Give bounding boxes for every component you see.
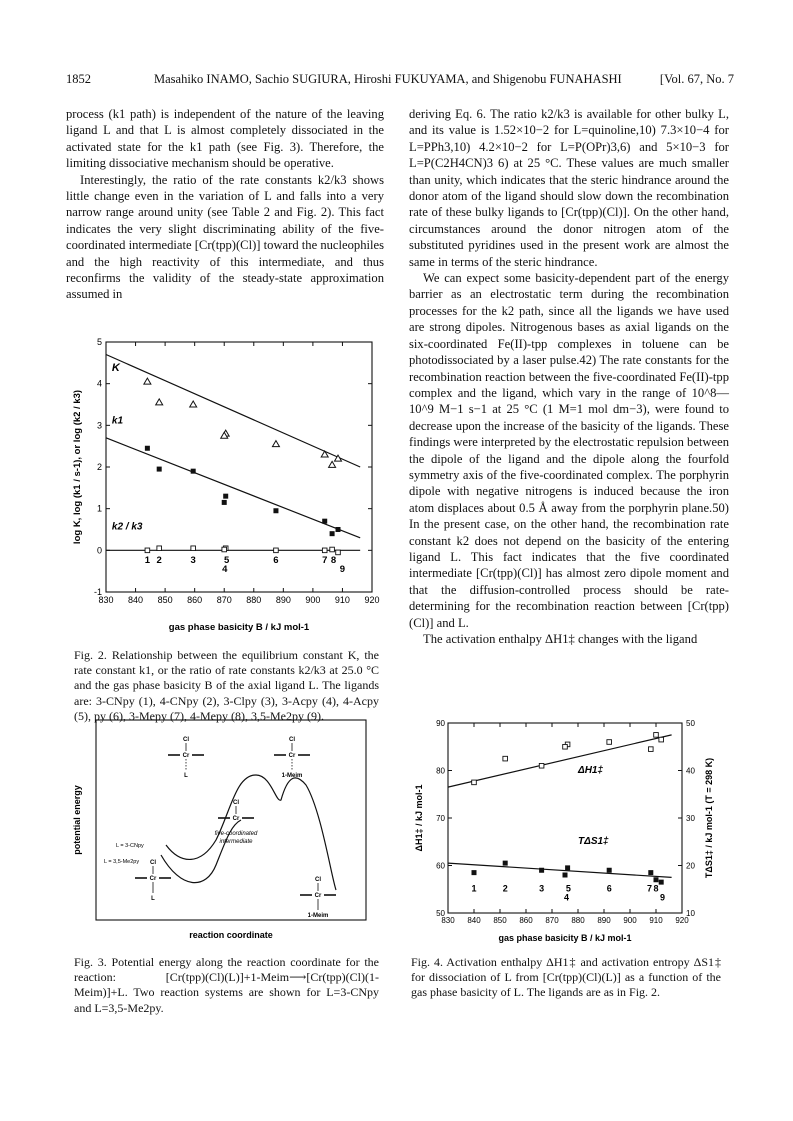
series-label-K: K [111, 362, 120, 375]
data-point-triangle [190, 401, 197, 407]
reactant-metal-label: Cr [149, 876, 157, 882]
data-point-filled-square [539, 868, 544, 873]
ligand-number-label: 4 [564, 892, 570, 903]
plot-frame [96, 720, 366, 920]
y-axis-label-left: ΔH1‡ / kJ mol-1 [414, 784, 424, 852]
data-point-filled-square [222, 500, 227, 505]
intermediate-label-line2: intermediate [219, 839, 253, 845]
y-axis-label: log K, log (k1 / s-1), or log (k2 / k3) [72, 389, 83, 545]
x-tick-label: 890 [597, 916, 611, 925]
series-label-tds: TΔS1‡ [578, 836, 609, 848]
ligand-number-label: 6 [606, 883, 612, 894]
product-top-label: Cl [315, 877, 321, 883]
x-tick-label: 910 [649, 916, 663, 925]
fit-line [448, 735, 672, 787]
data-point-filled-square [330, 531, 335, 536]
ligand-number-label: 2 [156, 554, 162, 566]
data-point-triangle [156, 399, 163, 405]
figure-3 [66, 715, 386, 950]
x-tick-label: 920 [364, 595, 380, 605]
y-tick-label: 5 [96, 337, 102, 347]
ligand-number-label: 7 [646, 883, 653, 894]
journal-volume: [Vol. 67, No. 7 [659, 72, 734, 86]
data-point-filled-square [648, 870, 653, 875]
x-tick-label: 860 [519, 916, 533, 925]
data-point-filled-square [273, 508, 278, 513]
ligand-number-label: 1 [144, 554, 151, 566]
ts2-metal-label: Cr [288, 753, 296, 759]
y-tick-label-left: 60 [436, 861, 445, 871]
y-tick-label-right: 50 [686, 719, 695, 728]
x-tick-label: 860 [187, 595, 203, 605]
x-tick-label: 840 [467, 916, 481, 925]
paragraph: The activation enthalpy ΔH1‡ changes with the ligand [423, 632, 698, 646]
y-tick-label-left: 90 [436, 719, 445, 728]
product-axial-label: 1-Meim [307, 913, 329, 919]
data-point-open-square [336, 550, 341, 555]
figure-2-caption [74, 648, 379, 724]
y-axis-label-right: TΔS1‡ / kJ mol-1 (T = 298 K) [704, 757, 714, 879]
data-point-filled-square [145, 446, 150, 451]
paragraph: process (k1 path) is independent of the nature of the leaving ligand L and that L is almost completely dissociated in the activated state for the k1 path (see Fig. 3). Therefore, the limiting dissociative mechanism should be operative. [66, 107, 384, 171]
x-tick-label: 900 [305, 595, 321, 605]
ligand-number-label: 3 [190, 554, 196, 566]
data-point-open-square [145, 548, 150, 553]
data-point-filled-square [472, 870, 477, 875]
figure-4-caption [411, 955, 721, 1001]
data-point-filled-square [607, 868, 612, 873]
data-point-filled-square [191, 469, 196, 474]
series-label-k1: k1 [111, 415, 124, 427]
right-column-text [409, 106, 729, 647]
data-point-open-square [330, 547, 335, 552]
data-point-open-square [563, 744, 568, 749]
caption-text: Fig. 2. Relationship between the equilibrium constant K, the rate constant k1, or the ratio of rate constants k2/k3 at 25.0 °C and the gas phase basicity B of the axial ligand L. The ligands are: 3-CNpy (1), 4-CNpy (2), 3-Clpy (3), 3-Acpy (4), 4-Acpy (5), py (6), 3-Mepy (7), 4-Mepy (8), 3,5-Me2py (9). [74, 648, 379, 723]
ts2-axial-label: 1-Meim [281, 773, 303, 779]
intermediate-label-line1: five-coordinated [214, 831, 258, 837]
author-line: Masahiko INAMO, Sachio SUGIURA, Hiroshi FUKUYAMA, and Shigenobu FUNAHASHI [154, 72, 622, 86]
ligand-number-label: 5 [223, 554, 230, 566]
data-point-open-square [191, 546, 196, 551]
left-column-text [66, 106, 384, 303]
y-tick-label: -1 [93, 587, 102, 597]
data-point-filled-square [322, 519, 327, 524]
y-tick-label-left: 70 [436, 814, 445, 823]
ligand-number-label: 3 [539, 883, 545, 894]
paragraph: deriving Eq. 6. The ratio k2/k3 is available for other bulky L, and its value is 1.52×10−2 for L=quinoline,10) 7.3×10−4 for L=PPh3,10) 4.2×10−2 for L=P(OPr)3,6) and 5×10−3 for L=P(C2H4CN)3 6) at 25 °C. These values are much smaller than unity, which indicates that the steric hindrance around the donor atom of the ligand should slow down the recombination rate of these bulky ligands to [Cr(tpp)(Cl)]. On the other hand, circumstances around the donor nitrogen atom of the substituted pyridines used in the present work are almost the same in terms of the steric hindrance. [409, 107, 729, 269]
caption-text: Fig. 3. Potential energy along the reaction coordinate for the reaction: [Cr(tpp)(Cl)(L)]+1-Meim⟶[Cr(tpp)(Cl)(1-Meim)]+L. Two reaction systems are shown for L=3-CNpy and L=3,5-Me2py. [74, 955, 379, 1015]
x-axis-label: reaction coordinate [189, 930, 273, 940]
reactant-axial-label: L [151, 896, 155, 902]
paragraph: We can expect some basicity-dependent part of the energy barrier as an electrostatic term during the recombination processes for the k2 path, since all the ligands we have used are strong dipoles. Nitrogenous bases as axial ligands on the six-coordinated Fe(II)-tpp complexes in toluene can be photodissociated by a laser pulse.42) The rate constants for the recombination reaction between the five-coordinated Fe(II)-tpp complex and the ligand, which vary in the range of 10^8—10^9 M−1 s−1 at 25 °C (1 M=1 mol dm−3), were found to decrease upon the increase of the basicity of the ligands. These findings were interpreted by the electrostatic repulsion between the dipole of the ligand and the dipole along the fourfold symmetry axis of the five-coordinated complex. The porphyrin dipole with negative nitrogens is induced because the iron atom displaces about 0.5 Å away from the porphyrin plane.50) In the present case, on the other hand, the recombination rate constant k2 does not depend on the basicity of the entering ligand L. This fact indicates that the five coordinated intermediate [Cr(tpp)(Cl)] has almost zero dipole moment and that the diffusion-controlled process should be rate-determining for the recombination reaction between [Cr(tpp)(Cl)] and L. [409, 271, 729, 630]
data-point-open-square [222, 547, 227, 552]
data-point-filled-square [157, 467, 162, 472]
data-point-filled-square [563, 873, 568, 878]
ts1-metal-label: Cr [182, 753, 190, 759]
data-point-open-square [157, 546, 162, 551]
x-tick-label: 850 [493, 916, 507, 925]
label-35-me2py: L = 3,5-Me2py [104, 859, 140, 865]
y-axis-label: potential energy [72, 785, 82, 855]
paragraph: Interestingly, the ratio of the rate constants k2/k3 shows little change even in the variation of L and falls into a very narrow range around unity (see Table 2 and Fig. 2). This fact indicates the very slight discriminating ability of the five-coordinated intermediate [Cr(tpp)(Cl)] toward the nucleophiles and the high reactivity of this intermediate, and thus reconfirms the validity of the steady-state approximation assumed in [66, 172, 384, 302]
x-tick-label: 910 [334, 595, 350, 605]
y-tick-label-right: 30 [686, 814, 695, 823]
data-point-filled-square [223, 494, 228, 499]
fit-line [106, 438, 360, 538]
x-tick-label: 880 [246, 595, 262, 605]
ligand-number-label: 4 [222, 564, 228, 575]
ligand-number-label: 7 [322, 554, 328, 566]
intermediate-metal-label: Cr [232, 816, 240, 822]
data-point-filled-square [336, 527, 341, 532]
data-point-open-square [472, 780, 477, 785]
x-tick-label: 900 [623, 916, 637, 925]
ligand-number-label: 9 [339, 564, 346, 575]
data-point-filled-square [659, 880, 664, 885]
data-point-open-square [539, 763, 544, 768]
data-point-filled-square [654, 877, 659, 882]
x-tick-label: 870 [545, 916, 559, 925]
figure-3-caption [74, 955, 379, 1016]
fig4-chart [400, 715, 730, 950]
y-tick-label: 1 [96, 503, 102, 514]
data-point-open-square [274, 548, 279, 553]
product-metal-label: Cr [314, 893, 322, 899]
ligand-number-label: 5 [565, 883, 571, 894]
ligand-number-label: 8 [330, 554, 337, 566]
potential-curve-lower [161, 820, 241, 883]
data-point-open-square [503, 756, 508, 761]
series-label-k2k3: k2 / k3 [111, 521, 143, 533]
x-tick-label: 920 [675, 916, 689, 925]
fig3-diagram [66, 715, 386, 950]
x-tick-label: 840 [128, 595, 144, 605]
x-tick-label: 880 [571, 916, 585, 925]
ligand-number-label: 6 [273, 554, 279, 566]
data-point-open-square [659, 737, 664, 742]
x-tick-label: 850 [157, 595, 173, 605]
fit-line [448, 863, 672, 877]
x-axis-label: gas phase basicity B / kJ mol-1 [168, 622, 310, 633]
data-point-triangle [272, 441, 279, 447]
figure-2 [66, 330, 386, 635]
data-point-triangle [329, 461, 336, 467]
data-point-filled-square [503, 861, 508, 866]
ligand-number-label: 1 [471, 883, 477, 894]
y-tick-label: 2 [96, 462, 102, 472]
ts2-top-label: Cl [289, 737, 295, 743]
data-point-open-square [607, 740, 612, 745]
x-tick-label: 870 [216, 595, 232, 605]
data-point-open-square [654, 733, 659, 738]
x-tick-label: 830 [98, 595, 114, 605]
x-tick-label: 890 [275, 595, 291, 605]
intermediate-top-label: Cl [233, 800, 239, 806]
data-point-open-square [322, 548, 327, 553]
caption-text: Fig. 4. Activation enthalpy ΔH1‡ and activation entropy ΔS1‡ for dissociation of L from [Cr(tpp)(Cl)(L)] as a function of the gas phase basicity of L. The ligands are as in Fig. 2. [411, 955, 721, 1000]
y-tick-label-right: 20 [686, 861, 695, 871]
x-axis-label: gas phase basicity B / kJ mol-1 [498, 933, 632, 943]
fit-line [106, 355, 360, 468]
y-tick-label-right: 10 [686, 909, 695, 918]
y-tick-label-right: 40 [686, 766, 695, 776]
series-label-dh: ΔH1‡ [578, 764, 604, 776]
ts1-axial-label: L [184, 773, 188, 779]
page-number: 1852 [66, 72, 91, 86]
y-tick-label-left: 50 [436, 909, 445, 918]
fig2-chart [66, 330, 386, 635]
figure-4 [400, 715, 730, 950]
data-point-filled-square [565, 865, 570, 870]
reactant-top-label: Cl [150, 860, 156, 866]
data-point-open-square [649, 747, 654, 752]
ligand-number-label: 8 [653, 883, 659, 894]
y-tick-label-left: 80 [436, 766, 445, 776]
y-tick-label: 0 [96, 545, 102, 556]
label-3-cnpy: L = 3-CNpy [116, 843, 144, 849]
ts1-top-label: Cl [183, 737, 189, 743]
ligand-number-label: 9 [659, 892, 666, 903]
y-tick-label: 3 [96, 420, 102, 431]
x-tick-label: 830 [441, 916, 455, 925]
data-point-triangle [144, 378, 151, 384]
ligand-number-label: 2 [502, 883, 508, 894]
y-tick-label: 4 [96, 378, 102, 389]
